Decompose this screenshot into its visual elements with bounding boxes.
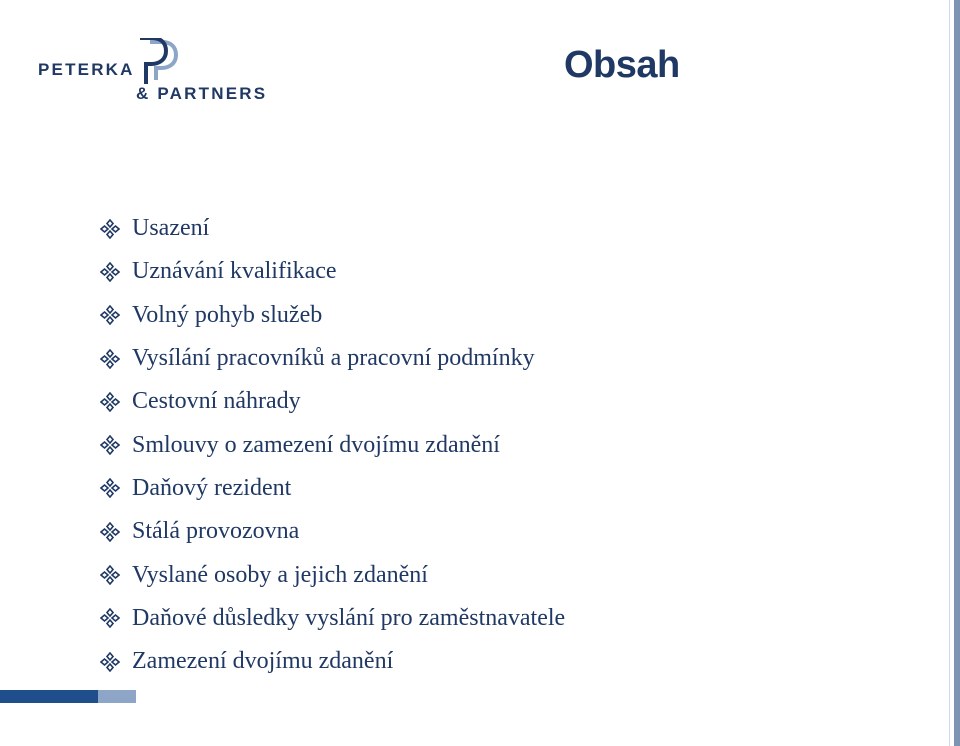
toc-item xyxy=(100,597,565,640)
toc-item xyxy=(100,337,565,380)
logo-text-peterka: PETERKA xyxy=(38,60,135,79)
toc-item-label: Vysílání pracovníků a pracovní podmínky xyxy=(132,345,535,372)
four-diamond-bullet-icon xyxy=(100,349,132,369)
logo-pp-monogram-icon xyxy=(136,38,178,84)
logo-text-partners: & PARTNERS xyxy=(136,84,268,103)
right-edge-bar xyxy=(954,0,960,746)
toc-item xyxy=(100,510,565,553)
four-diamond-bullet-icon xyxy=(100,478,132,498)
toc-item-label: Stálá provozovna xyxy=(132,518,300,545)
four-diamond-bullet-icon xyxy=(100,522,132,542)
toc-item xyxy=(100,250,565,293)
toc-item-label: Zamezení dvojímu zdanění xyxy=(132,648,394,675)
toc-item xyxy=(100,207,565,250)
toc-item-label: Cestovní náhrady xyxy=(132,388,301,415)
toc-item xyxy=(100,294,565,337)
toc-item-label: Smlouvy o zamezení dvojímu zdanění xyxy=(132,431,500,458)
table-of-contents xyxy=(100,207,565,683)
four-diamond-bullet-icon xyxy=(100,392,132,412)
footer-accent-bar-light xyxy=(98,690,136,703)
toc-item xyxy=(100,380,565,423)
four-diamond-bullet-icon xyxy=(100,652,132,672)
toc-item-label: Volný pohyb služeb xyxy=(132,301,323,328)
toc-item-label: Daňové důsledky vyslání pro zaměstnavatele xyxy=(132,604,566,631)
footer-accent-bar-dark xyxy=(0,690,98,703)
toc-item-label: Daňový rezident xyxy=(132,474,292,501)
toc-item xyxy=(100,553,565,596)
toc-item-label: Usazení xyxy=(132,215,210,242)
four-diamond-bullet-icon xyxy=(100,305,132,325)
four-diamond-bullet-icon xyxy=(100,219,132,239)
four-diamond-bullet-icon xyxy=(100,435,132,455)
toc-item-label: Uznávání kvalifikace xyxy=(132,258,337,285)
toc-item-label: Vyslané osoby a jejich zdanění xyxy=(132,561,428,588)
four-diamond-bullet-icon xyxy=(100,608,132,628)
toc-item xyxy=(100,467,565,510)
company-logo xyxy=(38,38,274,104)
toc-item xyxy=(100,423,565,466)
page-title: Obsah xyxy=(564,44,680,86)
right-edge-highlight xyxy=(949,0,950,746)
four-diamond-bullet-icon xyxy=(100,262,132,282)
four-diamond-bullet-icon xyxy=(100,565,132,585)
toc-item xyxy=(100,640,565,683)
